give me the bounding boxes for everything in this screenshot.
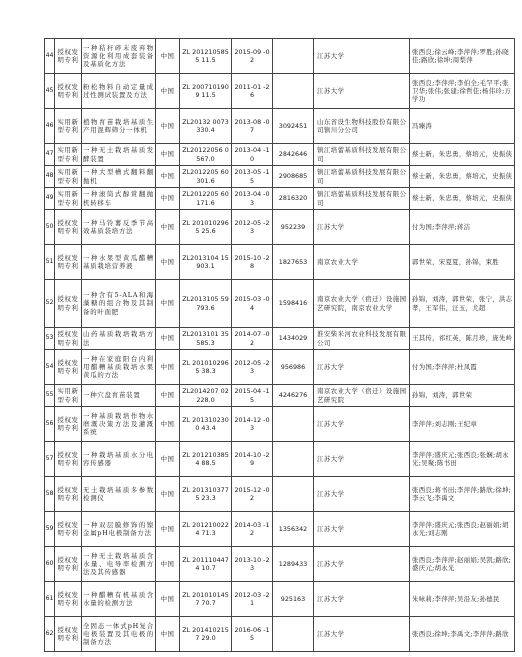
- patent-owner: 江苏大学: [314, 39, 410, 74]
- certificate-number: 3092451: [273, 109, 314, 144]
- certificate-number: 1356342: [273, 512, 314, 547]
- patent-name: 一种在家庭阳台内利用醋糟基质栽培水果黄瓜的方法: [82, 350, 156, 385]
- patent-type: 授权发明专利: [55, 477, 82, 512]
- patent-name: 一种含有5-ALA和海藻糖的组合物及其制备的叶面肥: [82, 280, 156, 328]
- country: 中国: [156, 74, 180, 109]
- patent-table: [44, 38, 515, 652]
- table-row: [45, 39, 515, 74]
- grant-date: 2014-03 -12: [232, 512, 273, 547]
- table-row: [45, 74, 515, 109]
- row-number: 54: [45, 350, 55, 385]
- country: 中国: [156, 442, 180, 477]
- inventors: 蔡士新，朱忠勇，蔡培元，史振侠: [410, 144, 515, 166]
- patent-number: ZL 2007101909 11.5: [180, 74, 232, 109]
- patent-number: ZL2013104 15903.1: [180, 245, 232, 280]
- row-number: 55: [45, 385, 55, 407]
- grant-date: 2013-04 -03: [232, 188, 273, 210]
- grant-date: 2013-10 -23: [232, 547, 273, 582]
- row-number: 60: [45, 547, 55, 582]
- grant-date: 2015-04 -15: [232, 385, 273, 407]
- country: 中国: [156, 547, 180, 582]
- country: 中国: [156, 617, 180, 652]
- row-number: 51: [45, 245, 55, 280]
- row-number: 46: [45, 109, 55, 144]
- patent-owner: 镇江培蕾基质科技发展有限公司: [314, 166, 410, 188]
- certificate-number: 1598416: [273, 280, 314, 328]
- patent-type: 实用新型专利: [55, 109, 82, 144]
- table-row: [45, 582, 515, 617]
- country: 中国: [156, 582, 180, 617]
- row-number: 62: [45, 617, 55, 652]
- certificate-number: 952239: [273, 210, 314, 245]
- inventors: 朱咏莉;李萍萍;吴沿友;孙德民: [410, 582, 515, 617]
- patent-type: 授权发明专利: [55, 245, 82, 280]
- patent-name: 一种无土栽培基质发酵装置: [82, 144, 156, 166]
- inventors: 王其传，祁红英，陈月珍，庞先岭: [410, 328, 515, 350]
- patent-name: 一种栽培基质水分电容传感器: [82, 442, 156, 477]
- patent-owner: 江苏大学: [314, 477, 410, 512]
- inventors: 李萍萍;盛庆元;张西良;赵丽娟;胡永光;刘志刚: [410, 512, 515, 547]
- patent-name: 无土栽培基质多参数检测仪: [82, 477, 156, 512]
- patent-name: 一种水果型黄瓜醋糟基质栽培营养液: [82, 245, 156, 280]
- table-row: [45, 109, 515, 144]
- country: 中国: [156, 512, 180, 547]
- patent-type: 授权发明专利: [55, 210, 82, 245]
- inventors: 冯臻涛: [410, 109, 515, 144]
- inventors: 蔡士新，朱忠勇，蔡培元，史振侠: [410, 166, 515, 188]
- country: 中国: [156, 407, 180, 442]
- inventors: 张西良;李萍萍;李伯全;毛罕平;张卫华;张伟;张建;徐哲佳;杨伟玲;万学功: [410, 74, 515, 109]
- row-number: 56: [45, 407, 55, 442]
- certificate-number: 1289433: [273, 547, 314, 582]
- table-row: [45, 245, 515, 280]
- grant-date: 2012-05 -23: [232, 350, 273, 385]
- inventors: 付为国;李萍萍;蒋洁: [410, 210, 515, 245]
- certificate-number: 1434029: [273, 328, 314, 350]
- patent-owner: 江苏大学: [314, 582, 410, 617]
- grant-date: 2014-12 -03: [232, 407, 273, 442]
- patent-type: 授权发明专利: [55, 407, 82, 442]
- certificate-number: [273, 477, 314, 512]
- patent-number: ZL2012205 60301.6: [180, 166, 232, 188]
- row-number: 49: [45, 188, 55, 210]
- table-row: [45, 280, 515, 328]
- table-row: [45, 144, 515, 166]
- patent-number: ZL 2012100224 71.3: [180, 512, 232, 547]
- patent-number: ZL2014207 02228.0: [180, 385, 232, 407]
- patent-owner: 淮安柴米河农业科技发展有限公司: [314, 328, 410, 350]
- grant-date: 2012-05 -23: [232, 210, 273, 245]
- grant-date: 2014-07 -02: [232, 328, 273, 350]
- patent-name: 一种穴盘育苗装置: [82, 385, 156, 407]
- certificate-number: 925163: [273, 582, 314, 617]
- patent-name: 一种秸秆碎末废弃物资源化利用成套装备及基质化方法: [82, 39, 156, 74]
- row-number: 59: [45, 512, 55, 547]
- grant-date: 2012-03 -21: [232, 582, 273, 617]
- certificate-number: [273, 407, 314, 442]
- country: 中国: [156, 350, 180, 385]
- patent-type: 授权发明专利: [55, 547, 82, 582]
- row-number: 57: [45, 442, 55, 477]
- certificate-number: 2842646: [273, 144, 314, 166]
- patent-table-page: [44, 38, 514, 652]
- patent-owner: 南京农业大学（宿迁）设施园艺研究院: [314, 385, 410, 407]
- patent-number: ZL 2013102300 43.4: [180, 407, 232, 442]
- country: 中国: [156, 188, 180, 210]
- row-number: 52: [45, 280, 55, 328]
- patent-name: 一种双层膜修饰的镍金属pH电极制备方法: [82, 512, 156, 547]
- patent-number: ZL2013105 59793.6: [180, 280, 232, 328]
- inventors: 付为国;李萍萍;杜凤霞: [410, 350, 515, 385]
- patent-number: ZL 2012105855 11.5: [180, 39, 232, 74]
- country: 中国: [156, 210, 180, 245]
- grant-date: 2014-10 -29: [232, 442, 273, 477]
- certificate-number: 2816320: [273, 188, 314, 210]
- table-row: [45, 328, 515, 350]
- table-row: [45, 547, 515, 582]
- patent-number: ZL20132 0073330.4: [180, 109, 232, 144]
- table-row: [45, 210, 515, 245]
- patent-owner: 江苏大学: [314, 210, 410, 245]
- row-number: 45: [45, 74, 55, 109]
- patent-owner: 南京农业大学: [314, 245, 410, 280]
- grant-date: 2013-05 -15: [232, 166, 273, 188]
- patent-name: 一种基质栽培作物水磨溉决策方法及灌溉系统: [82, 407, 156, 442]
- patent-owner: 江苏大学: [314, 617, 410, 652]
- inventors: 李萍萍;盛庆元;张西良;张娴;胡永光;吴聚;陈书田: [410, 442, 515, 477]
- row-number: 50: [45, 210, 55, 245]
- inventors: 张西良;李萍萍;赵丽娟;吴凯;路欣;盛庆元;胡永光: [410, 547, 515, 582]
- certificate-number: 1827653: [273, 245, 314, 280]
- patent-type: 实用新型专利: [55, 188, 82, 210]
- country: 中国: [156, 477, 180, 512]
- patent-owner: 山东省设生物科技股份有限公司镇川分公司: [314, 109, 410, 144]
- country: 中国: [156, 280, 180, 328]
- patent-number: ZL 2014102157 29.0: [180, 617, 232, 652]
- patent-name: 一种滚筒式醇赏翻抛机转移车: [82, 188, 156, 210]
- table-row: [45, 385, 515, 407]
- table-row: [45, 407, 515, 442]
- certificate-number: [273, 39, 314, 74]
- row-number: 58: [45, 477, 55, 512]
- grant-date: 2011-01 -26: [232, 74, 273, 109]
- patent-type: 授权发明专利: [55, 350, 82, 385]
- patent-owner: 江苏大学: [314, 407, 410, 442]
- patent-number: ZL 2012103854 88.5: [180, 442, 232, 477]
- grant-date: 2013-04 -10: [232, 144, 273, 166]
- grant-date: 2015-12 -02: [232, 477, 273, 512]
- certificate-number: [273, 74, 314, 109]
- patent-name: 全固态一体式pH复合电极装置及其电极的制备方法: [82, 617, 156, 652]
- table-row: [45, 166, 515, 188]
- country: 中国: [156, 385, 180, 407]
- patent-type: 实用新型专利: [55, 166, 82, 188]
- patent-owner: 江苏大学: [314, 350, 410, 385]
- table-row: [45, 350, 515, 385]
- patent-type: 授权发明专利: [55, 442, 82, 477]
- patent-owner: 南京农业大学（宿迁）设施园艺研究院，南京农业大学: [314, 280, 410, 328]
- row-number: 48: [45, 166, 55, 188]
- country: 中国: [156, 328, 180, 350]
- inventors: 孙锦，刘涛，郭世荣，张宁，洪志孝，王军伟，汪玉，尤超: [410, 280, 515, 328]
- row-number: 61: [45, 582, 55, 617]
- patent-name: 一种大型槽式翻料翻抛机: [82, 166, 156, 188]
- patent-type: 实用新型专利: [55, 144, 82, 166]
- table-row: [45, 188, 515, 210]
- patent-number: ZL 2011104474 10.7: [180, 547, 232, 582]
- grant-date: 2016-06 -15: [232, 617, 273, 652]
- patent-owner: 镇江培蕾基质科技发展有限公司: [314, 144, 410, 166]
- patent-type: 授权发明专利: [55, 328, 82, 350]
- inventors: 张西良;徐坤;李禹文;李萍萍;路欣: [410, 617, 515, 652]
- grant-date: 2015-03 -04: [232, 280, 273, 328]
- patent-name: 植物育苗栽培基质生产用混辉筛分一体机: [82, 109, 156, 144]
- patent-number: ZL20122056 0567.0: [180, 144, 232, 166]
- grant-date: 2015-10 -28: [232, 245, 273, 280]
- grant-date: 2015-09 -02: [232, 39, 273, 74]
- certificate-number: 2908685: [273, 166, 314, 188]
- table-row: [45, 617, 515, 652]
- patent-owner: 江苏大学: [314, 547, 410, 582]
- country: 中国: [156, 109, 180, 144]
- patent-type: 授权发明专利: [55, 74, 82, 109]
- patent-number: ZL 2010102965 25.6: [180, 210, 232, 245]
- inventors: 郭世荣，宋夏夏，孙锦，束胜: [410, 245, 515, 280]
- inventors: 蔡士新，朱忠勇，蔡培元，史振侠: [410, 188, 515, 210]
- inventors: 张西良;徐云峰;李萍萍;罗胜;孙晓佳;路欣;徐坤;周梨萍: [410, 39, 515, 74]
- grant-date: 2013-08 -07: [232, 109, 273, 144]
- country: 中国: [156, 39, 180, 74]
- patent-type: 实用新型专利: [55, 385, 82, 407]
- patent-number: ZL 2010102965 38.3: [180, 350, 232, 385]
- country: 中国: [156, 245, 180, 280]
- patent-owner: 江苏大学: [314, 512, 410, 547]
- patent-owner: 江苏大学: [314, 74, 410, 109]
- patent-type: 授权发明专利: [55, 582, 82, 617]
- country: 中国: [156, 144, 180, 166]
- patent-owner: 江苏大学: [314, 442, 410, 477]
- patent-number: ZL2012205 60171.6: [180, 188, 232, 210]
- patent-name: 一种无土栽培基质含水量、电导率检测方法及其传感器: [82, 547, 156, 582]
- patent-number: ZL2013101 35585.3: [180, 328, 232, 350]
- patent-number: ZL 2013103775 23.3: [180, 477, 232, 512]
- patent-type: 授权发明专利: [55, 512, 82, 547]
- certificate-number: 4246276: [273, 385, 314, 407]
- patent-name: 一种马铃薯反季节高效基质袋培方法: [82, 210, 156, 245]
- patent-number: ZL 2010101457 70.7: [180, 582, 232, 617]
- certificate-number: 956986: [273, 350, 314, 385]
- patent-name: 粉松物料自动定量成过性测试装置及方法: [82, 74, 156, 109]
- table-row: [45, 477, 515, 512]
- row-number: 47: [45, 144, 55, 166]
- row-number: 44: [45, 39, 55, 74]
- patent-name: 一种醋糟有机基质含水量的检测方法: [82, 582, 156, 617]
- row-number: 53: [45, 328, 55, 350]
- certificate-number: [273, 617, 314, 652]
- inventors: 张西良;蒋书田;李萍萍;路欣;徐坤;李云飞;李禹文: [410, 477, 515, 512]
- certificate-number: [273, 442, 314, 477]
- patent-owner: 镇江培蕾基质科技发展有限公司: [314, 188, 410, 210]
- patent-type: 授权发明专利: [55, 39, 82, 74]
- table-row: [45, 442, 515, 477]
- patent-name: 山药基质栽培栽培方法: [82, 328, 156, 350]
- table-row: [45, 512, 515, 547]
- country: 中国: [156, 166, 180, 188]
- inventors: 孙锦，刘涛，郭世荣: [410, 385, 515, 407]
- inventors: 李萍萍;刘志刚;王纪章: [410, 407, 515, 442]
- patent-type: 授权发明专利: [55, 280, 82, 328]
- patent-type: 授权发明专利: [55, 617, 82, 652]
